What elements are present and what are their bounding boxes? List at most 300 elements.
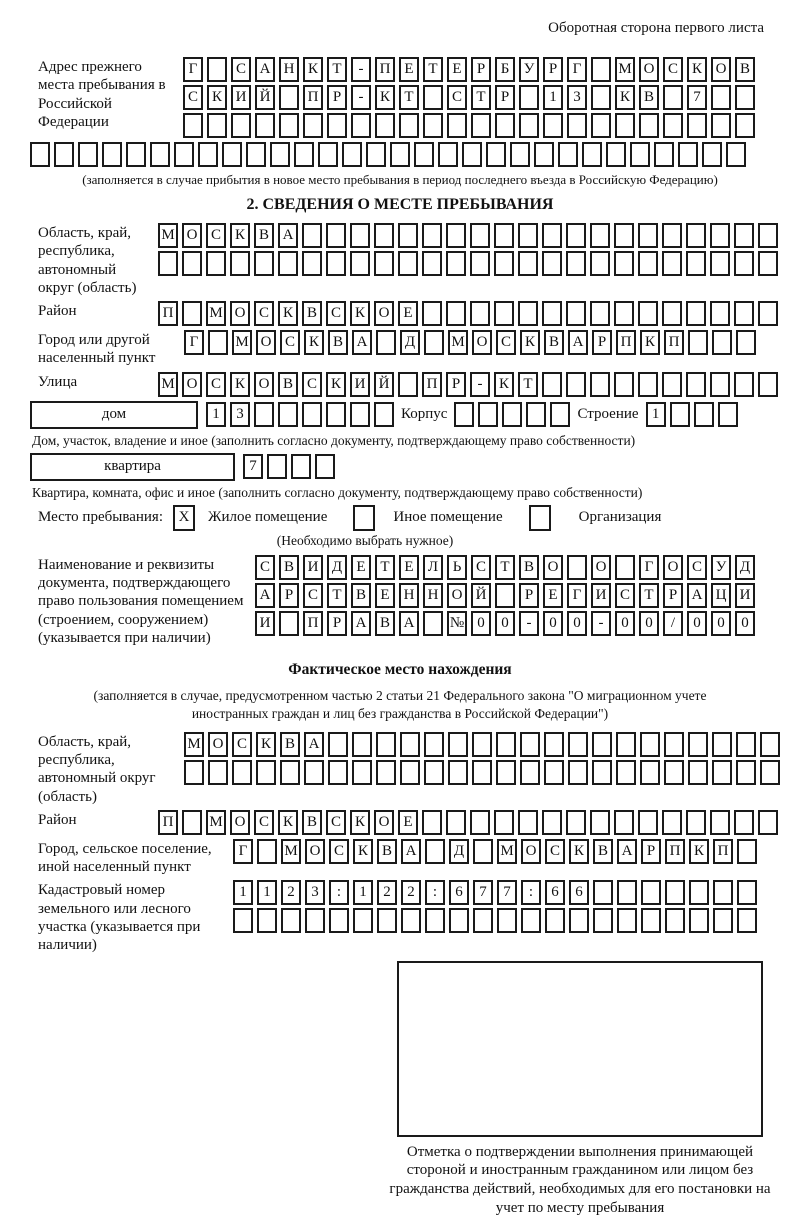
char-box[interactable]: И [231,85,251,110]
char-box[interactable] [398,251,418,276]
char-box[interactable] [446,223,466,248]
char-box[interactable] [454,402,474,427]
char-box[interactable] [542,301,562,326]
char-box[interactable]: М [497,839,517,864]
char-box[interactable]: А [617,839,637,864]
char-box[interactable] [566,810,586,835]
char-box[interactable]: Р [327,611,347,636]
char-box[interactable]: Т [471,85,491,110]
char-box[interactable]: О [256,330,276,355]
char-box[interactable] [518,810,538,835]
char-box[interactable]: С [326,810,346,835]
char-box[interactable] [294,142,314,167]
char-box[interactable] [542,251,562,276]
char-box[interactable] [54,142,74,167]
char-box[interactable]: С [206,223,226,248]
char-box[interactable]: О [663,555,683,580]
char-box[interactable] [663,113,683,138]
char-box[interactable] [566,223,586,248]
char-box[interactable] [470,810,490,835]
char-box[interactable] [712,330,732,355]
char-box[interactable]: 7 [243,454,263,479]
char-box[interactable]: А [255,583,275,608]
char-box[interactable] [327,113,347,138]
char-box[interactable]: С [254,810,274,835]
char-box[interactable]: С [206,372,226,397]
char-box[interactable]: Т [375,555,395,580]
char-box[interactable]: О [374,810,394,835]
char-box[interactable]: 0 [495,611,515,636]
char-box[interactable] [591,85,611,110]
char-box[interactable]: В [302,810,322,835]
char-box[interactable]: 1 [646,402,666,427]
char-box[interactable]: И [350,372,370,397]
char-box[interactable]: К [326,372,346,397]
char-box[interactable] [519,113,539,138]
char-box[interactable] [422,810,442,835]
char-box[interactable] [353,908,373,933]
char-box[interactable] [593,880,613,905]
char-box[interactable] [254,402,274,427]
char-box[interactable]: П [664,330,684,355]
char-box[interactable] [735,113,755,138]
char-box[interactable] [150,142,170,167]
char-box[interactable] [591,57,611,82]
char-box[interactable]: Р [495,85,515,110]
char-box[interactable]: - [519,611,539,636]
char-box[interactable]: Т [639,583,659,608]
char-box[interactable] [207,113,227,138]
char-box[interactable] [401,908,421,933]
char-box[interactable] [470,223,490,248]
char-box[interactable]: О [182,372,202,397]
char-box[interactable] [302,251,322,276]
char-box[interactable] [638,810,658,835]
char-box[interactable]: С [471,555,491,580]
char-box[interactable]: О [254,372,274,397]
char-box[interactable] [78,142,98,167]
char-box[interactable] [304,760,324,785]
char-box[interactable] [710,372,730,397]
char-box[interactable]: Т [327,583,347,608]
char-box[interactable]: К [278,810,298,835]
char-box[interactable] [544,732,564,757]
char-box[interactable]: 0 [471,611,491,636]
char-box[interactable] [447,113,467,138]
char-box[interactable]: 0 [543,611,563,636]
char-box[interactable]: - [591,611,611,636]
char-box[interactable] [390,142,410,167]
char-box[interactable] [518,251,538,276]
char-box[interactable] [641,880,661,905]
char-box[interactable]: К [350,810,370,835]
char-box[interactable]: С [231,57,251,82]
char-box[interactable] [496,732,516,757]
char-box[interactable] [472,760,492,785]
char-box[interactable] [230,251,250,276]
char-box[interactable] [377,908,397,933]
char-box[interactable] [616,760,636,785]
char-box[interactable] [222,142,242,167]
char-box[interactable] [758,251,778,276]
char-box[interactable]: В [377,839,397,864]
char-box[interactable] [662,251,682,276]
char-box[interactable] [462,142,482,167]
char-box[interactable] [710,810,730,835]
char-box[interactable]: К [494,372,514,397]
char-box[interactable]: С [254,301,274,326]
char-box[interactable] [710,251,730,276]
char-box[interactable]: О [305,839,325,864]
char-box[interactable]: О [230,301,250,326]
char-box[interactable] [734,810,754,835]
char-box[interactable]: С [496,330,516,355]
char-box[interactable] [350,251,370,276]
char-box[interactable]: М [206,810,226,835]
char-box[interactable] [519,85,539,110]
char-box[interactable]: В [735,57,755,82]
char-box[interactable] [702,142,722,167]
char-box[interactable] [182,810,202,835]
char-box[interactable]: П [713,839,733,864]
char-box[interactable]: В [519,555,539,580]
char-box[interactable]: О [591,555,611,580]
char-box[interactable] [615,555,635,580]
char-box[interactable] [568,760,588,785]
char-box[interactable] [375,113,395,138]
char-box[interactable] [543,113,563,138]
char-box[interactable]: В [279,555,299,580]
char-box[interactable] [640,732,660,757]
char-box[interactable] [593,908,613,933]
char-box[interactable] [448,732,468,757]
char-box[interactable] [641,908,661,933]
char-box[interactable] [614,223,634,248]
char-box[interactable]: С [326,301,346,326]
char-box[interactable]: О [543,555,563,580]
char-box[interactable]: 1 [257,880,277,905]
char-box[interactable] [326,402,346,427]
char-box[interactable] [686,372,706,397]
char-box[interactable] [615,113,635,138]
char-box[interactable] [665,908,685,933]
char-box[interactable]: С [302,372,322,397]
char-box[interactable] [590,810,610,835]
char-box[interactable]: № [447,611,467,636]
char-box[interactable] [590,301,610,326]
char-box[interactable] [736,330,756,355]
char-box[interactable]: 1 [206,402,226,427]
char-box[interactable] [329,908,349,933]
char-box[interactable]: Т [327,57,347,82]
char-box[interactable]: Е [399,57,419,82]
char-box[interactable] [182,251,202,276]
char-box[interactable] [102,142,122,167]
char-box[interactable]: А [255,57,275,82]
char-box[interactable]: А [278,223,298,248]
char-box[interactable]: Р [327,85,347,110]
char-box[interactable] [423,113,443,138]
char-box[interactable] [710,301,730,326]
char-box[interactable]: Е [351,555,371,580]
char-box[interactable] [374,223,394,248]
char-box[interactable] [328,760,348,785]
char-box[interactable] [662,810,682,835]
char-box[interactable] [352,760,372,785]
char-box[interactable] [694,402,714,427]
char-box[interactable]: Г [567,583,587,608]
char-box[interactable] [734,251,754,276]
char-box[interactable] [473,839,493,864]
char-box[interactable]: 1 [233,880,253,905]
char-box[interactable] [208,760,228,785]
char-box[interactable]: Н [423,583,443,608]
char-box[interactable] [518,223,538,248]
char-box[interactable] [617,908,637,933]
char-box[interactable] [712,732,732,757]
char-box[interactable] [448,760,468,785]
char-box[interactable]: 1 [543,85,563,110]
char-box[interactable] [400,732,420,757]
char-box[interactable]: О [711,57,731,82]
char-box[interactable]: О [208,732,228,757]
char-box[interactable] [267,454,287,479]
char-box[interactable] [542,372,562,397]
char-box[interactable]: 0 [615,611,635,636]
char-box[interactable] [713,908,733,933]
char-box[interactable] [470,301,490,326]
char-box[interactable]: К [687,57,707,82]
char-box[interactable] [366,142,386,167]
char-box[interactable] [376,732,396,757]
char-box[interactable] [278,251,298,276]
char-box[interactable]: И [735,583,755,608]
char-box[interactable] [638,372,658,397]
char-box[interactable] [734,372,754,397]
char-box[interactable]: В [280,732,300,757]
char-box[interactable]: М [281,839,301,864]
char-box[interactable] [526,402,546,427]
char-box[interactable]: : [521,880,541,905]
char-box[interactable] [569,908,589,933]
char-box[interactable]: С [255,555,275,580]
char-box[interactable]: 6 [545,880,565,905]
char-box[interactable] [614,301,634,326]
char-box[interactable] [566,301,586,326]
char-box[interactable] [590,372,610,397]
char-box[interactable]: Н [279,57,299,82]
char-box[interactable]: Р [471,57,491,82]
char-box[interactable]: Г [183,57,203,82]
char-box[interactable] [592,732,612,757]
char-box[interactable]: В [278,372,298,397]
char-box[interactable]: К [256,732,276,757]
char-box[interactable]: А [304,732,324,757]
char-box[interactable]: К [569,839,589,864]
char-box[interactable] [567,113,587,138]
char-box[interactable] [254,251,274,276]
char-box[interactable]: 7 [497,880,517,905]
char-box[interactable] [183,113,203,138]
char-box[interactable]: М [206,301,226,326]
char-box[interactable]: Л [423,555,443,580]
char-box[interactable] [711,85,731,110]
char-box[interactable] [126,142,146,167]
char-box[interactable] [736,760,756,785]
char-box[interactable] [398,223,418,248]
char-box[interactable] [446,251,466,276]
char-box[interactable] [665,880,685,905]
char-box[interactable]: К [350,301,370,326]
char-box[interactable] [478,402,498,427]
char-box[interactable]: 7 [687,85,707,110]
char-box[interactable] [422,251,442,276]
char-box[interactable] [246,142,266,167]
char-box[interactable] [233,908,253,933]
char-box[interactable] [278,402,298,427]
char-box[interactable] [232,760,252,785]
char-box[interactable]: А [351,611,371,636]
char-box[interactable] [544,760,564,785]
char-box[interactable] [494,301,514,326]
char-box[interactable]: В [302,301,322,326]
char-box[interactable]: О [639,57,659,82]
char-box[interactable] [342,142,362,167]
char-box[interactable]: Е [447,57,467,82]
char-box[interactable]: К [230,372,250,397]
char-box[interactable]: 6 [569,880,589,905]
char-box[interactable] [398,372,418,397]
char-box[interactable]: К [640,330,660,355]
char-box[interactable]: И [303,555,323,580]
char-box[interactable]: Р [592,330,612,355]
char-box[interactable] [472,732,492,757]
char-box[interactable]: Г [567,57,587,82]
char-box[interactable] [678,142,698,167]
char-box[interactable] [737,839,757,864]
char-box[interactable] [182,301,202,326]
char-box[interactable] [686,810,706,835]
char-box[interactable] [502,402,522,427]
char-box[interactable] [590,223,610,248]
char-box[interactable] [174,142,194,167]
char-box[interactable]: : [329,880,349,905]
char-box[interactable] [497,908,517,933]
char-box[interactable]: 3 [567,85,587,110]
char-box[interactable] [30,142,50,167]
char-box[interactable]: Д [400,330,420,355]
char-box[interactable]: К [303,57,323,82]
char-box[interactable] [734,223,754,248]
char-box[interactable]: Б [495,57,515,82]
char-box[interactable]: И [255,611,275,636]
char-box[interactable]: П [665,839,685,864]
char-box[interactable] [315,454,335,479]
char-box[interactable]: М [615,57,635,82]
char-box[interactable]: Й [255,85,275,110]
char-box[interactable]: Е [543,583,563,608]
char-box[interactable]: М [232,330,252,355]
char-box[interactable] [542,810,562,835]
char-box[interactable]: Г [233,839,253,864]
char-box[interactable]: К [230,223,250,248]
char-box[interactable] [518,301,538,326]
char-box[interactable]: О [472,330,492,355]
char-box[interactable]: К [207,85,227,110]
char-box[interactable] [425,839,445,864]
char-box[interactable]: А [352,330,372,355]
char-box[interactable] [686,301,706,326]
char-box[interactable]: А [687,583,707,608]
char-box[interactable] [279,85,299,110]
char-box[interactable] [496,760,516,785]
char-box[interactable] [630,142,650,167]
char-box[interactable] [446,810,466,835]
char-box[interactable] [473,908,493,933]
char-box[interactable] [662,372,682,397]
checkbox-organizatsiya[interactable] [529,505,551,531]
char-box[interactable]: 0 [735,611,755,636]
char-box[interactable]: В [375,611,395,636]
char-box[interactable] [495,583,515,608]
char-box[interactable]: Н [399,583,419,608]
char-box[interactable] [662,301,682,326]
char-box[interactable]: О [374,301,394,326]
char-box[interactable] [318,142,338,167]
char-box[interactable]: К [353,839,373,864]
char-box[interactable]: П [303,611,323,636]
char-box[interactable] [710,223,730,248]
char-box[interactable]: В [351,583,371,608]
char-box[interactable]: О [230,810,250,835]
char-box[interactable] [302,223,322,248]
char-box[interactable] [582,142,602,167]
char-box[interactable] [550,402,570,427]
char-box[interactable] [736,732,756,757]
char-box[interactable] [718,402,738,427]
char-box[interactable]: Т [495,555,515,580]
char-box[interactable] [326,223,346,248]
char-box[interactable]: С [280,330,300,355]
char-box[interactable]: П [375,57,395,82]
char-box[interactable]: Г [184,330,204,355]
char-box[interactable] [737,880,757,905]
char-box[interactable] [198,142,218,167]
char-box[interactable] [495,113,515,138]
char-box[interactable] [735,85,755,110]
char-box[interactable] [400,760,420,785]
char-box[interactable]: К [375,85,395,110]
char-box[interactable]: 0 [687,611,707,636]
char-box[interactable]: Й [374,372,394,397]
char-box[interactable] [638,251,658,276]
char-box[interactable] [494,223,514,248]
char-box[interactable]: : [425,880,445,905]
char-box[interactable]: - [470,372,490,397]
char-box[interactable] [231,113,251,138]
char-box[interactable]: 1 [353,880,373,905]
char-box[interactable] [663,85,683,110]
char-box[interactable] [638,223,658,248]
char-box[interactable] [711,113,731,138]
char-box[interactable]: Р [519,583,539,608]
char-box[interactable]: 2 [401,880,421,905]
char-box[interactable] [270,142,290,167]
char-box[interactable]: 0 [711,611,731,636]
char-box[interactable] [208,330,228,355]
char-box[interactable]: Д [327,555,347,580]
char-box[interactable] [350,402,370,427]
